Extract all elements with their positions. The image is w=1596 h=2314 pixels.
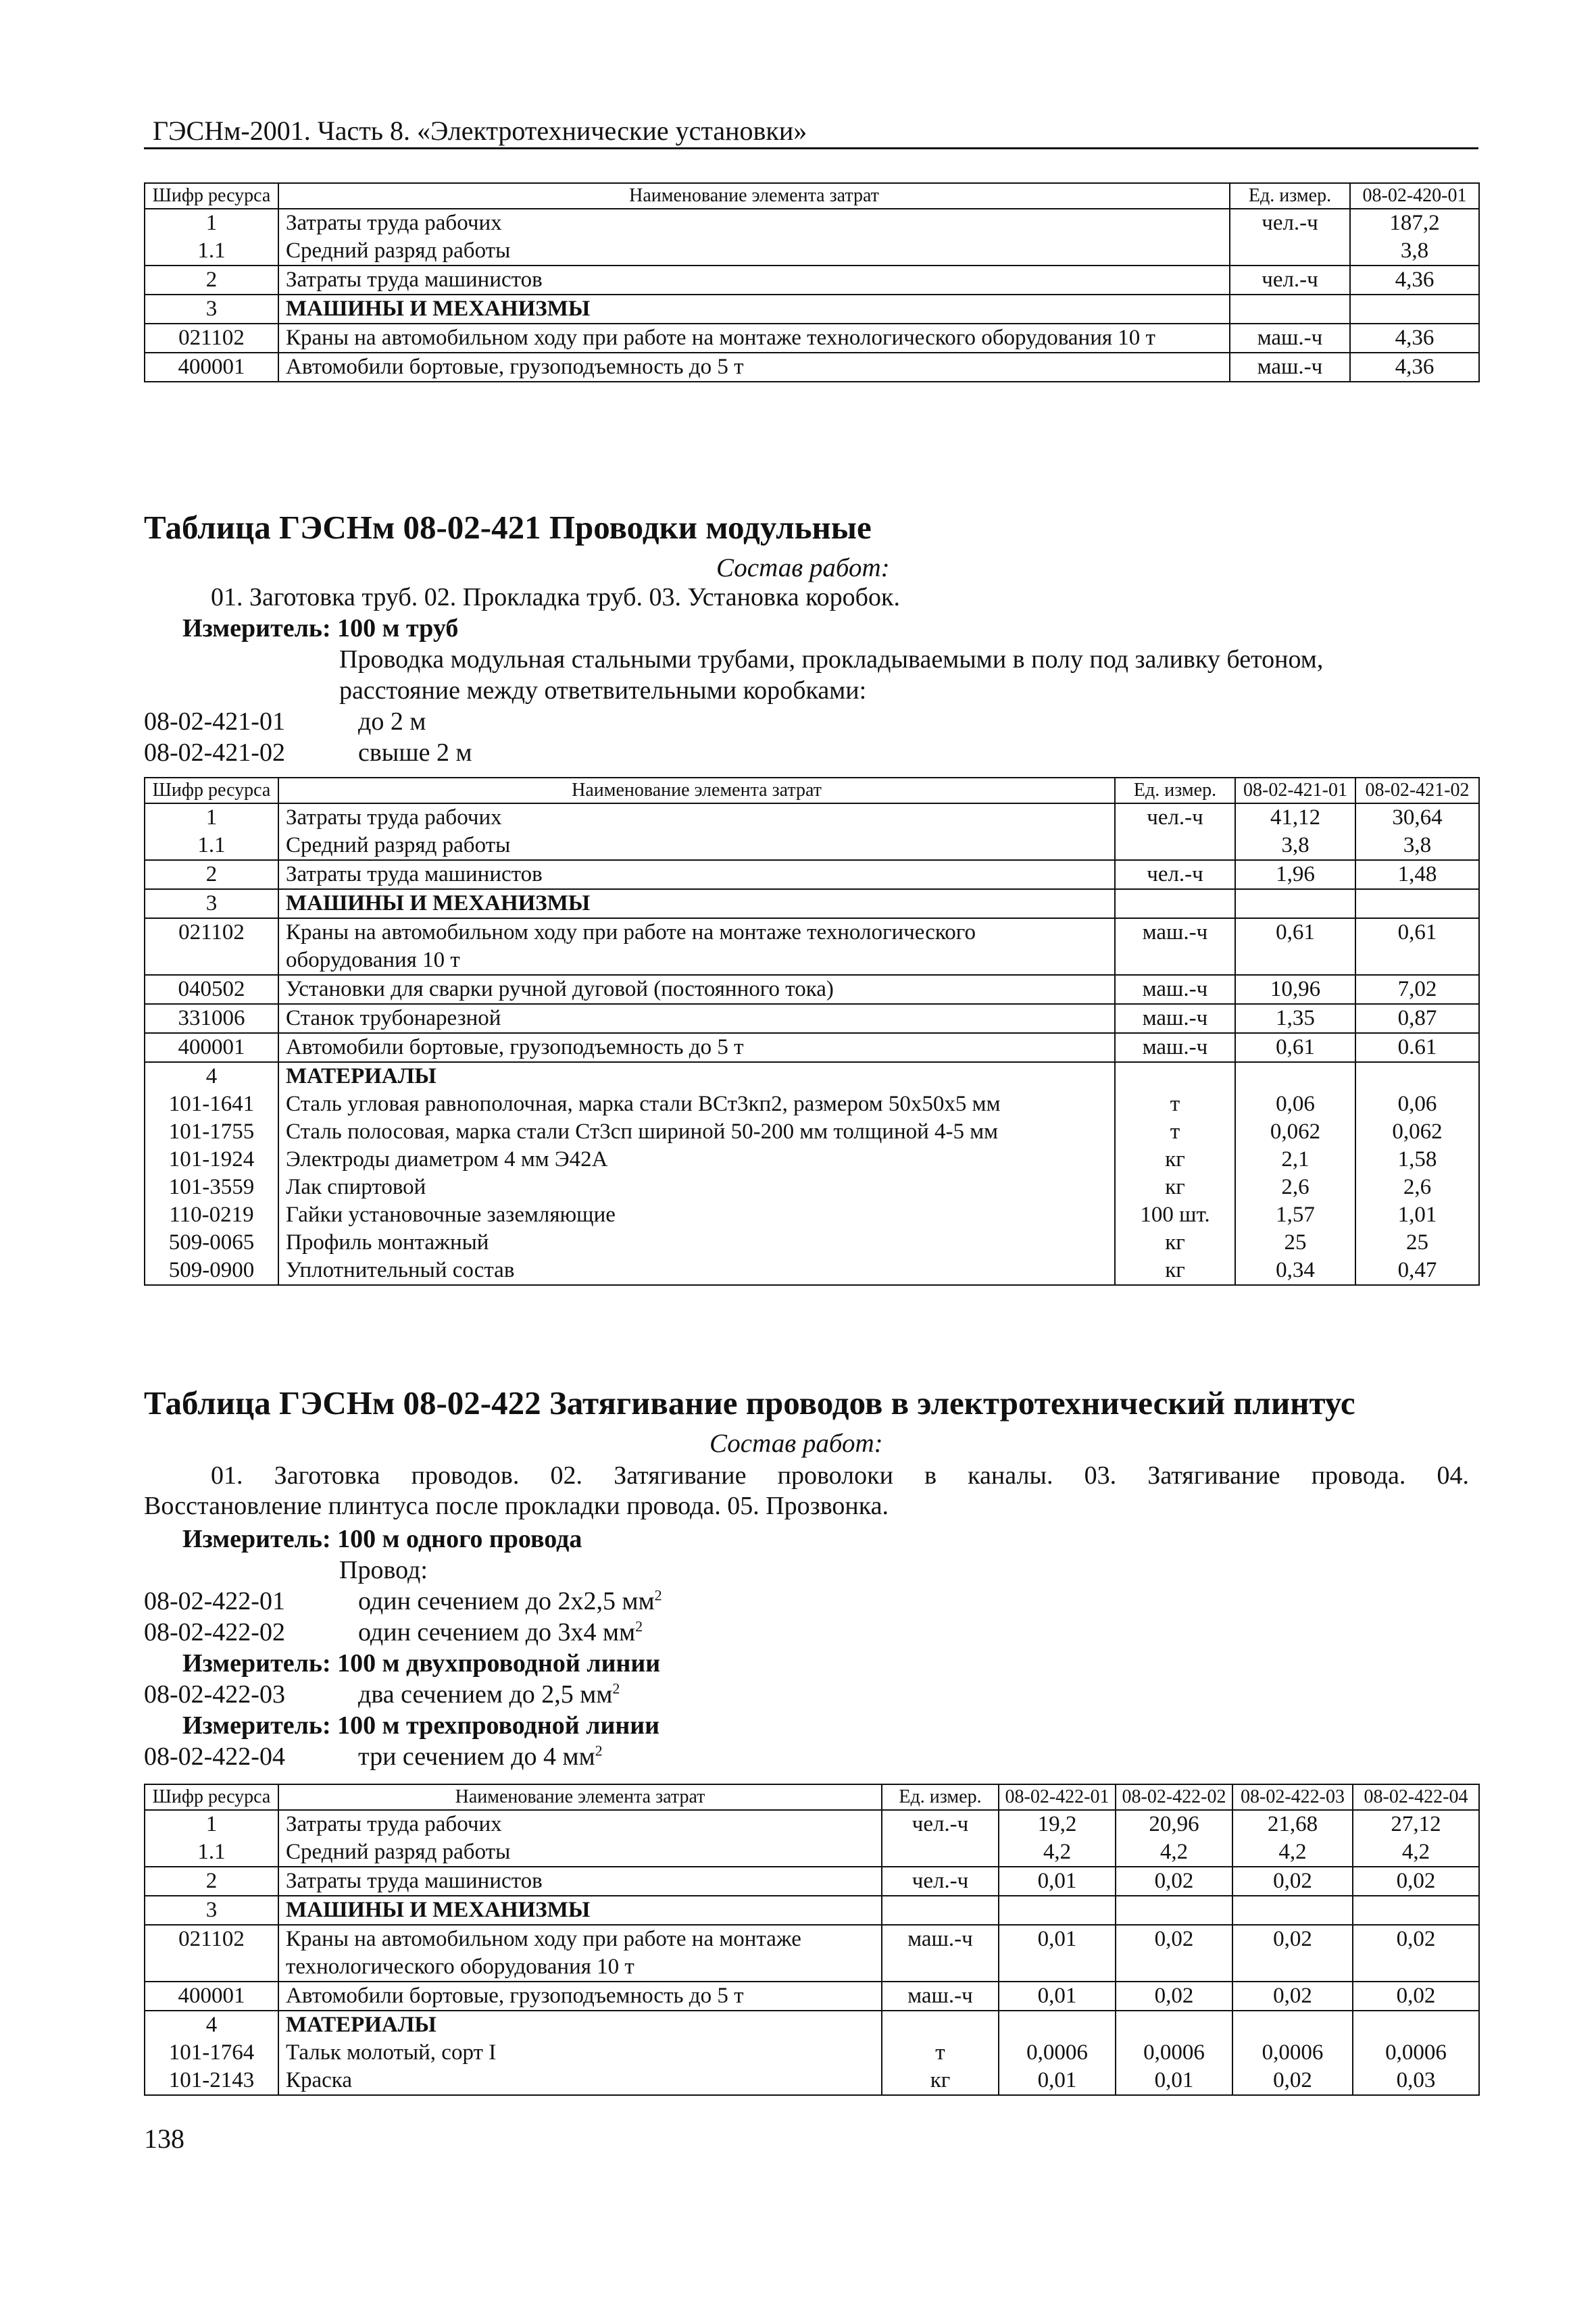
desc1-421: Проводка модульная стальными трубами, прокладываемыми в полу под заливку бетоном,	[339, 645, 1324, 674]
resource-code: 4	[145, 1062, 278, 1090]
value-cell: 0.61	[1355, 1033, 1479, 1062]
value-cell: 2,6	[1235, 1174, 1355, 1201]
cost-item-name: Краны на автомобильном ходу при работе на монтаже технологического оборудования 10 т	[278, 1925, 882, 1982]
cost-item-name: МАШИНЫ И МЕХАНИЗМЫ	[278, 295, 1230, 324]
header-row	[145, 183, 1479, 209]
col-header-name: Наименование элемента затрат	[278, 183, 1230, 209]
value-cell: 4,2	[999, 1838, 1116, 1867]
header-rule	[144, 147, 1478, 149]
value-cell: 4,36	[1350, 324, 1479, 353]
resource-code: 400001	[145, 353, 278, 382]
table-row	[145, 1867, 1479, 1896]
value-cell: 1,96	[1235, 860, 1355, 889]
table-row	[145, 2067, 1479, 2095]
unit-cell	[882, 2011, 999, 2039]
table-row	[145, 975, 1479, 1004]
unit-cell	[1230, 295, 1350, 324]
table-row	[145, 1229, 1479, 1257]
value-cell: 3,8	[1235, 832, 1355, 860]
value-cell: 0,06	[1235, 1090, 1355, 1118]
value-cell: 0,06	[1355, 1090, 1479, 1118]
item-text-422-01: один сечением до 2х2,5 $мм^2$	[358, 1586, 662, 1615]
resource-code: 331006	[145, 1004, 278, 1033]
cost-item-name: Сталь полосовая, марка стали Ст3сп шириной 50-200 мм толщиной 4-5 мм	[278, 1118, 1115, 1146]
value-cell: 0,61	[1355, 918, 1479, 975]
resource-code: 101-1924	[145, 1146, 278, 1174]
value-cell: 187,2	[1350, 209, 1479, 237]
value-cell	[999, 1896, 1116, 1925]
cost-item-name: Средний разряд работы	[278, 832, 1115, 860]
resource-code: 101-2143	[145, 2067, 278, 2095]
desc2-421: расстояние между ответвительными коробками:	[339, 676, 867, 705]
table-row	[145, 1838, 1479, 1867]
cost-item-name: МАТЕРИАЛЫ	[278, 1062, 1115, 1090]
table-row	[145, 918, 1479, 975]
cost-item-name: МАШИНЫ И МЕХАНИЗМЫ	[278, 889, 1115, 918]
value-cell	[1355, 889, 1479, 918]
table-row	[145, 1257, 1479, 1285]
value-cell: 4,2	[1232, 1838, 1353, 1867]
value-cell: 21,68	[1232, 1810, 1353, 1838]
cost-item-name: Автомобили бортовые, грузоподъемность до 5 т	[278, 1982, 882, 2011]
unit-cell: чел.-ч	[1115, 803, 1235, 832]
table-row	[145, 266, 1479, 295]
table-row	[145, 1062, 1479, 1090]
value-cell: 0,02	[1116, 1982, 1232, 2011]
measure-421: Измеритель: 100 м труб	[182, 614, 459, 643]
unit-cell: 100 шт.	[1115, 1201, 1235, 1229]
value-cell: 4,36	[1350, 266, 1479, 295]
cost-item-name: Гайки установочные заземляющие	[278, 1201, 1115, 1229]
value-cell	[1232, 1896, 1353, 1925]
unit-cell: чел.-ч	[1115, 860, 1235, 889]
value-cell: 19,2	[999, 1810, 1116, 1838]
table-422	[144, 1784, 1480, 2096]
value-cell: 20,96	[1116, 1810, 1232, 1838]
cost-item-name: Тальк молотый, сорт I	[278, 2039, 882, 2067]
col-header-unit: Ед. измер.	[1115, 778, 1235, 803]
cost-item-name: Краска	[278, 2067, 882, 2095]
cost-item-name: Затраты труда машинистов	[278, 266, 1230, 295]
value-cell: 0,02	[1232, 2067, 1353, 2095]
cost-item-name: Затраты труда машинистов	[278, 860, 1115, 889]
cost-item-name: Станок трубонарезной	[278, 1004, 1115, 1033]
cost-item-name: Установки для сварки ручной дуговой (постоянного тока)	[278, 975, 1115, 1004]
resource-code: 1	[145, 1810, 278, 1838]
cost-item-name: МАШИНЫ И МЕХАНИЗМЫ	[278, 1896, 882, 1925]
value-cell: 0,0006	[999, 2039, 1116, 2067]
cost-item-name: Автомобили бортовые, грузоподъемность до 5 т	[278, 353, 1230, 382]
table-row	[145, 1896, 1479, 1925]
value-cell	[1232, 2011, 1353, 2039]
col-header-norm-code: 08-02-422-03	[1232, 1784, 1353, 1810]
unit-cell: маш.-ч	[882, 1925, 999, 1982]
value-cell	[1355, 1062, 1479, 1090]
table-row	[145, 803, 1479, 832]
item-text-422-04: три сечением до 4 $мм^2$	[358, 1742, 603, 1771]
table-row	[145, 860, 1479, 889]
table-row	[145, 1982, 1479, 2011]
table-421	[144, 777, 1480, 1286]
unit-cell: т	[1115, 1118, 1235, 1146]
item-code-422-04: 08-02-422-04	[144, 1742, 285, 1771]
unit-cell: кг	[1115, 1146, 1235, 1174]
unit-cell: чел.-ч	[1230, 209, 1350, 237]
table-row	[145, 1004, 1479, 1033]
item-code-422-02: 08-02-422-02	[144, 1618, 285, 1646]
measure1-422: Измеритель: 100 м одного провода	[182, 1525, 582, 1553]
unit-cell: т	[1115, 1090, 1235, 1118]
value-cell: 0,0006	[1116, 2039, 1232, 2067]
unit-cell: маш.-ч	[1115, 1033, 1235, 1062]
value-cell: 0,062	[1235, 1118, 1355, 1146]
unit-cell	[1115, 1062, 1235, 1090]
resource-code: 021102	[145, 1925, 278, 1982]
value-cell	[1350, 295, 1479, 324]
col-header-norm-code: 08-02-421-02	[1355, 778, 1479, 803]
unit-cell	[1230, 237, 1350, 266]
item-code-422-03: 08-02-422-03	[144, 1680, 285, 1709]
table-row	[145, 889, 1479, 918]
table-row	[145, 2011, 1479, 2039]
sostav1-422: 01. Заготовка проводов. 02. Затягивание проволоки в каналы. 03. Затягивание провода. 04.	[211, 1461, 1469, 1490]
value-cell	[1116, 1896, 1232, 1925]
value-cell	[1116, 2011, 1232, 2039]
resource-code: 101-1764	[145, 2039, 278, 2067]
table-row	[145, 1090, 1479, 1118]
item-text-422-03: два сечением до 2,5 $мм^2$	[358, 1680, 620, 1709]
value-cell: 3,8	[1350, 237, 1479, 266]
value-cell: 1,35	[1235, 1004, 1355, 1033]
table-row	[145, 2039, 1479, 2067]
value-cell: 4,2	[1116, 1838, 1232, 1867]
unit-cell: кг	[882, 2067, 999, 2095]
resource-code: 101-1755	[145, 1118, 278, 1146]
value-cell: 4,36	[1350, 353, 1479, 382]
table-row	[145, 1925, 1479, 1982]
unit-cell: маш.-ч	[1115, 1004, 1235, 1033]
table-420	[144, 182, 1480, 382]
unit-cell	[1115, 832, 1235, 860]
value-cell: 0,01	[999, 1867, 1116, 1896]
value-cell: 0,0006	[1353, 2039, 1479, 2067]
unit-cell: маш.-ч	[1115, 975, 1235, 1004]
sostav-text-421: 01. Заготовка труб. 02. Прокладка труб. 03. Установка коробок.	[211, 583, 900, 611]
col-header-norm-code: 08-02-421-01	[1235, 778, 1355, 803]
value-cell: 3,8	[1355, 832, 1479, 860]
value-cell: 0,01	[999, 1982, 1116, 2011]
item-code-422-01: 08-02-422-01	[144, 1587, 285, 1615]
value-cell: 0,062	[1355, 1118, 1479, 1146]
col-header-norm-code: 08-02-420-01	[1350, 183, 1479, 209]
unit-cell	[882, 1896, 999, 1925]
item-text-421-02: свыше 2 м	[358, 738, 472, 767]
col-header-code: Шифр ресурса	[145, 183, 278, 209]
value-cell: 0,02	[1232, 1867, 1353, 1896]
item-text-421-01: до 2 м	[358, 707, 426, 736]
col-header-code: Шифр ресурса	[145, 1784, 278, 1810]
value-cell: 0,02	[1353, 1982, 1479, 2011]
table-row	[145, 1146, 1479, 1174]
resource-code: 3	[145, 1896, 278, 1925]
cost-item-name: Средний разряд работы	[278, 237, 1230, 266]
measure3-422: Измеритель: 100 м трехпроводной линии	[182, 1711, 660, 1740]
item-code-421-01: 08-02-421-01	[144, 707, 285, 736]
value-cell: 0,02	[1353, 1925, 1479, 1982]
col-header-norm-code: 08-02-422-02	[1116, 1784, 1232, 1810]
cost-item-name: Лак спиртовой	[278, 1174, 1115, 1201]
resource-code: 2	[145, 266, 278, 295]
cost-item-name: Электроды диаметром 4 мм Э42А	[278, 1146, 1115, 1174]
resource-code: 101-3559	[145, 1174, 278, 1201]
value-cell: 0,01	[999, 2067, 1116, 2095]
sostav-label-422: Состав работ:	[709, 1429, 883, 1458]
table-row	[145, 324, 1479, 353]
cost-item-name: Краны на автомобильном ходу при работе на монтаже технологического оборудования 10 т	[278, 918, 1115, 975]
value-cell: 25	[1355, 1229, 1479, 1257]
value-cell: 1,57	[1235, 1201, 1355, 1229]
resource-code: 509-0065	[145, 1229, 278, 1257]
unit-cell: маш.-ч	[1230, 324, 1350, 353]
value-cell: 0,02	[1353, 1867, 1479, 1896]
value-cell: 0,47	[1355, 1257, 1479, 1285]
table-row	[145, 1201, 1479, 1229]
cost-item-name: Средний разряд работы	[278, 1838, 882, 1867]
item-code-421-02: 08-02-421-02	[144, 738, 285, 767]
resource-code: 021102	[145, 324, 278, 353]
resource-code: 1.1	[145, 1838, 278, 1867]
value-cell: 25	[1235, 1229, 1355, 1257]
table-row	[145, 1810, 1479, 1838]
resource-code: 1	[145, 209, 278, 237]
cost-item-name: Автомобили бортовые, грузоподъемность до 5 т	[278, 1033, 1115, 1062]
value-cell: 0,87	[1355, 1004, 1479, 1033]
col-header-unit: Ед. измер.	[882, 1784, 999, 1810]
unit-cell: чел.-ч	[882, 1810, 999, 1838]
cost-item-name: Затраты труда рабочих	[278, 803, 1115, 832]
value-cell: 0,61	[1235, 1033, 1355, 1062]
value-cell: 0,0006	[1232, 2039, 1353, 2067]
cost-item-name: Уплотнительный состав	[278, 1257, 1115, 1285]
value-cell: 0,01	[1116, 2067, 1232, 2095]
resource-code: 2	[145, 1867, 278, 1896]
value-cell	[1235, 889, 1355, 918]
value-cell: 2,6	[1355, 1174, 1479, 1201]
header-row	[145, 778, 1479, 803]
cost-item-name: Профиль монтажный	[278, 1229, 1115, 1257]
value-cell	[1235, 1062, 1355, 1090]
table-row	[145, 237, 1479, 266]
cost-item-name: Затраты труда машинистов	[278, 1867, 882, 1896]
unit-cell	[882, 1838, 999, 1867]
resource-code: 1.1	[145, 832, 278, 860]
header-row	[145, 1784, 1479, 1810]
item-text-422-02: один сечением до 3х4 $мм^2$	[358, 1617, 643, 1646]
value-cell: 1,48	[1355, 860, 1479, 889]
table-row	[145, 353, 1479, 382]
resource-code: 040502	[145, 975, 278, 1004]
resource-code: 509-0900	[145, 1257, 278, 1285]
value-cell: 0,34	[1235, 1257, 1355, 1285]
table-row	[145, 1033, 1479, 1062]
resource-code: 3	[145, 889, 278, 918]
unit-cell: кг	[1115, 1174, 1235, 1201]
value-cell	[999, 2011, 1116, 2039]
unit-cell: кг	[1115, 1229, 1235, 1257]
cost-item-name: Затраты труда рабочих	[278, 1810, 882, 1838]
value-cell	[1353, 1896, 1479, 1925]
value-cell: 30,64	[1355, 803, 1479, 832]
value-cell: 0,61	[1235, 918, 1355, 975]
value-cell: 0,01	[999, 1925, 1116, 1982]
table-row	[145, 295, 1479, 324]
value-cell: 27,12	[1353, 1810, 1479, 1838]
unit-cell: маш.-ч	[882, 1982, 999, 2011]
value-cell: 0,02	[1232, 1982, 1353, 2011]
value-cell: 2,1	[1235, 1146, 1355, 1174]
col-header-code: Шифр ресурса	[145, 778, 278, 803]
col-header-norm-code: 08-02-422-01	[999, 1784, 1116, 1810]
unit-cell: маш.-ч	[1230, 353, 1350, 382]
provod-422: Провод:	[339, 1556, 428, 1584]
page-number: 138	[144, 2123, 184, 2154]
value-cell: 7,02	[1355, 975, 1479, 1004]
unit-cell: кг	[1115, 1257, 1235, 1285]
sostav-label-421: Состав работ:	[716, 553, 890, 582]
unit-cell: чел.-ч	[1230, 266, 1350, 295]
col-header-name: Наименование элемента затрат	[278, 778, 1115, 803]
value-cell: 0,02	[1232, 1925, 1353, 1982]
cost-item-name: Сталь угловая равнополочная, марка стали ВСт3кп2, размером 50х50х5 мм	[278, 1090, 1115, 1118]
resource-code: 021102	[145, 918, 278, 975]
col-header-unit: Ед. измер.	[1230, 183, 1350, 209]
col-header-name: Наименование элемента затрат	[278, 1784, 882, 1810]
cost-item-name: Затраты труда рабочих	[278, 209, 1230, 237]
value-cell: 0,03	[1353, 2067, 1479, 2095]
value-cell: 0,02	[1116, 1867, 1232, 1896]
unit-cell: т	[882, 2039, 999, 2067]
title-422: Таблица ГЭСНм 08-02-422 Затягивание проводов в электротехнический плинтус	[144, 1384, 1355, 1422]
resource-code: 400001	[145, 1033, 278, 1062]
resource-code: 3	[145, 295, 278, 324]
running-header: ГЭСНм-2001. Часть 8. «Электротехнические установки»	[153, 116, 807, 146]
table-row	[145, 1174, 1479, 1201]
table-row	[145, 832, 1479, 860]
resource-code: 400001	[145, 1982, 278, 2011]
value-cell: 0,02	[1116, 1925, 1232, 1982]
resource-code: 101-1641	[145, 1090, 278, 1118]
col-header-norm-code: 08-02-422-04	[1353, 1784, 1479, 1810]
cost-item-name: Краны на автомобильном ходу при работе на монтаже технологического оборудования 10 т	[278, 324, 1230, 353]
unit-cell: чел.-ч	[882, 1867, 999, 1896]
resource-code: 4	[145, 2011, 278, 2039]
value-cell	[1353, 2011, 1479, 2039]
sostav2-422: Восстановление плинтуса после прокладки провода. 05. Прозвонка.	[144, 1492, 889, 1520]
resource-code: 1	[145, 803, 278, 832]
table-row	[145, 209, 1479, 237]
unit-cell: маш.-ч	[1115, 918, 1235, 975]
resource-code: 2	[145, 860, 278, 889]
measure2-422: Измеритель: 100 м двухпроводной линии	[182, 1649, 661, 1678]
value-cell: 4,2	[1353, 1838, 1479, 1867]
unit-cell	[1115, 889, 1235, 918]
title-421: Таблица ГЭСНм 08-02-421 Проводки модульные	[144, 509, 872, 546]
table-row	[145, 1118, 1479, 1146]
value-cell: 1,58	[1355, 1146, 1479, 1174]
resource-code: 110-0219	[145, 1201, 278, 1229]
resource-code: 1.1	[145, 237, 278, 266]
value-cell: 1,01	[1355, 1201, 1479, 1229]
value-cell: 41,12	[1235, 803, 1355, 832]
cost-item-name: МАТЕРИАЛЫ	[278, 2011, 882, 2039]
value-cell: 10,96	[1235, 975, 1355, 1004]
